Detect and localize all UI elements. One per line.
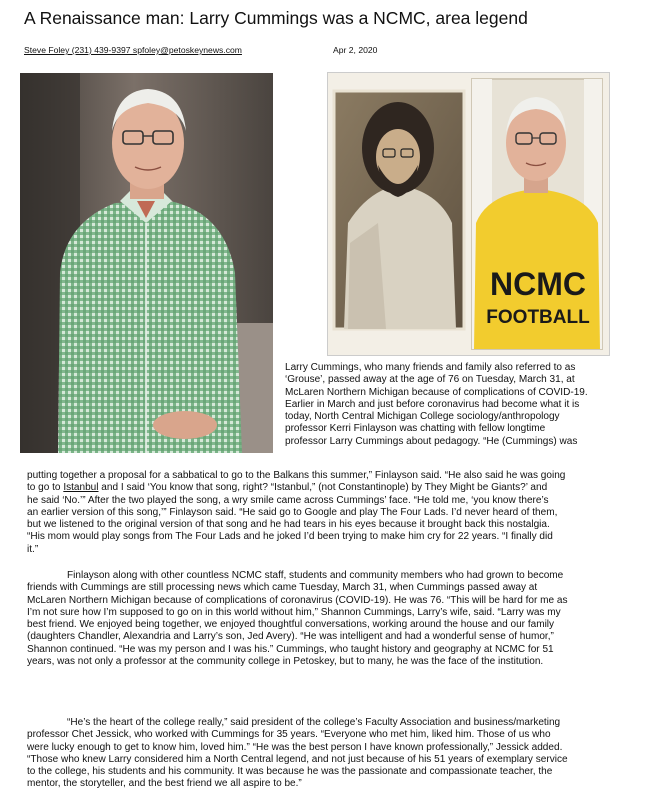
text-line: professor Larry Cummings about pedagogy. “He (Cummings) was [285, 435, 578, 447]
paragraph-2 [27, 570, 627, 668]
text-line: professor Kerri Finlayson was chatting with fellow longtime [285, 423, 546, 435]
paragraph-1-continued [27, 470, 627, 556]
text-line: to the college, his students and his community. It was because he was the passionate and compassionate teacher, the [27, 766, 553, 777]
text-line: Shannon continued. “He was my person and I was his.” Cummings, who taught history and geography at NCMC for 51 [27, 643, 554, 655]
text-line: professor Chet Jessick, who worked with Cummings for 35 years. “Everyone who met him, liked him. Those of us who [27, 729, 551, 741]
text-line: mentor, the storyteller, and the best friend we all aspire to be.” [27, 778, 302, 790]
text-line [27, 482, 627, 494]
text-segment: and I said ‘You know that song, right? “Istanbul,” (not Constantinople) by They Might be Giants?’ and [98, 482, 548, 494]
shirt-text-ncmc: NCMC [490, 266, 586, 302]
paragraph-3 [27, 717, 627, 791]
text-line: putting together a proposal for a sabbatical to go to the Balkans this summer,” Finlayson said. “He also said he was going [27, 470, 566, 481]
text-line: an earlier version of this song,’” Finlayson said. “He said go to Google and play The Four Lads. I’d never heard of them, [27, 506, 558, 518]
text-line: but we listened to the original version of that song and he had tears in his eyes because it brought back this nostalgia. [27, 519, 550, 530]
istanbul-link[interactable]: Istanbul [63, 482, 99, 494]
shirt-text-football: FOOTBALL [486, 307, 590, 328]
text-line: Finlayson along with other countless NCMC staff, students and community members who had grown to become [67, 570, 564, 581]
text-line: McLaren Northern Michigan because of complications of COVID-19. [285, 386, 588, 398]
text-line: today, North Central Michigan College sociology/anthropology [285, 411, 560, 422]
text-line: it.” [27, 543, 39, 555]
text-line: best friend. We enjoyed being together, we enjoyed thoughtful conversations, working around the house and our family [27, 619, 555, 630]
text-segment: to go to [27, 482, 64, 494]
paragraph-1-wrapped [285, 362, 625, 448]
publish-date: Apr 2, 2020 [333, 45, 378, 55]
text-line: “His mom would play songs from The Four Lads and he joked I’d been trying to make him cry for 22 years. “I finally did [27, 531, 553, 543]
text-line: “Those who knew Larry considered him a North Central legend, and not just because of his 51 years of exemplary service [27, 753, 568, 765]
portrait-photo-illustration [20, 73, 273, 453]
text-line: “He’s the heart of the college really,” said president of the college’s Faculty Association and business/marketing [67, 717, 561, 728]
text-line: Larry Cummings, who many friends and family also referred to as [285, 362, 576, 373]
text-line: (daughters Chandler, Alexandria and Larry’s son, Jed Avery). “He was intelligent and had a wonderful sense of humor,” [27, 631, 554, 643]
text-line: he said ‘No.’” After the two played the song, a wry smile came across Cummings’ face. “He told me, ‘you know there’s [27, 494, 549, 506]
article-title: A Renaissance man: Larry Cummings was a NCMC, area legend [24, 8, 528, 28]
text-line: McLaren Northern Michigan because of complications of coronavirus (COVID-19). He was 76. “This will be hard for me as [27, 594, 568, 606]
text-line: ‘Grouse’, passed away at the age of 76 on Tuesday, March 31, at [285, 374, 575, 386]
author-byline[interactable]: Steve Foley (231) 439-9397 spfoley@petoskeynews.com [24, 45, 242, 55]
portrait-photo-green-shirt [20, 73, 273, 453]
composite-photo-illustration [328, 73, 609, 355]
composite-photo-then-and-now [328, 73, 609, 355]
text-line: I’m not sure how I’m supposed to go on in this world without him,” Shannon Cummings, Larry’s wife, said. “Larry was my [27, 606, 561, 618]
text-line: Earlier in March and just before coronavirus had become what it is [285, 398, 580, 410]
text-line: friends with Cummings are still processing news which came Tuesday, March 31, when Cummings passed away at [27, 582, 538, 594]
text-line: were lucky enough to get to know him, loved him.” “He was the best person I have known professionally,” Jessick added. [27, 741, 563, 753]
text-line: years, was not only a professor at the community college in Petoskey, but to many, he was the face of the institution. [27, 655, 544, 667]
